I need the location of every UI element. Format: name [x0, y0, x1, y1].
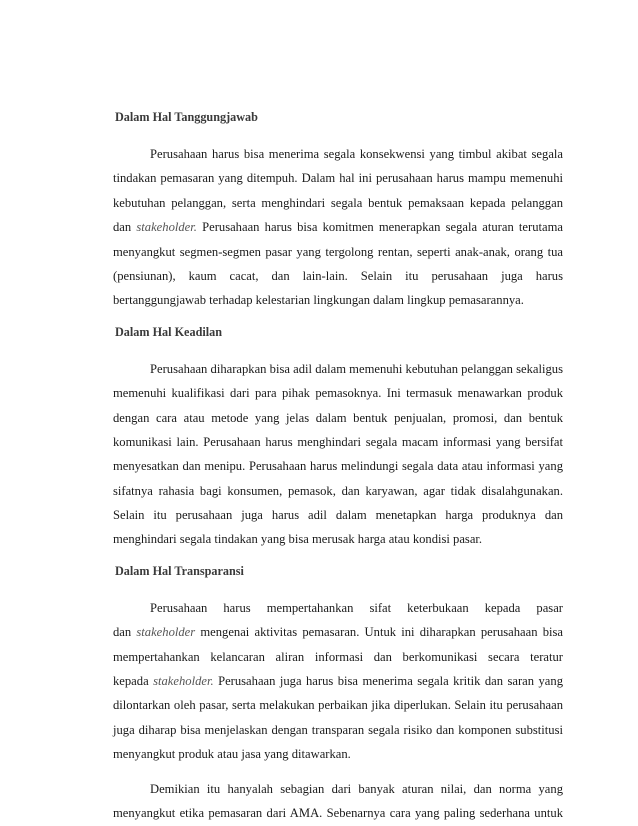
- italic-term: stakeholder.: [136, 220, 197, 235]
- text-line: Perusahaan harus bisa menerima segala konsekwensi yang timbul akibat segala: [150, 147, 563, 161]
- text-line: menyangkut produk atau jasa yang ditawarkan.: [113, 747, 351, 762]
- italic-term: stakeholder.: [153, 674, 214, 689]
- text-line: Perusahaan diharapkan bisa adil dalam memenuhi kebutuhan pelanggan sekaligus: [150, 361, 563, 376]
- text-line: dilontarkan oleh pasar, serta melakukan perbaikan jika diperlukan. Selain itu perusahaan: [113, 698, 563, 713]
- text-line: menghindari segala tindakan yang bisa merusak harga atau kondisi pasar.: [113, 532, 483, 547]
- text-line: Selain itu perusahaan juga harus adil dalam menetapkan harga produknya dan: [113, 508, 563, 523]
- text-line: juga diharap bisa menjelaskan dengan transparan segala risiko dan komponen substitusi: [113, 722, 563, 737]
- italic-term: stakeholder: [136, 625, 196, 640]
- text-line: menyangkut etika pemasaran dari AMA. Sebenarnya cara yang paling sederhana untuk: [113, 805, 563, 820]
- text-line: [113, 669, 563, 693]
- paragraph-transparansi: [113, 596, 563, 767]
- paragraph-penutup: [113, 777, 563, 826]
- text-line: Demikian itu hanyalah sebagian dari banyak aturan nilai, dan norma yang: [150, 781, 563, 796]
- section-heading-tanggungjawab: Dalam Hal Tanggungjawab: [115, 110, 258, 124]
- text-fragment: Perusahaan juga harus bisa menerima segala kritik dan saran yang: [213, 674, 563, 689]
- text-fragment: dan: [113, 625, 137, 640]
- text-line: (pensiunan), kaum cacat, dan lain-lain. Selain itu perusahaan juga harus: [113, 268, 563, 283]
- text-line: menyesatkan dan menipu. Perusahaan harus melindungi segala data atau informasi yang: [113, 459, 563, 474]
- section-heading-keadilan: Dalam Hal Keadilan: [115, 324, 222, 339]
- text-line: bertanggungjawab terhadap kelestarian lingkungan dalam lingkup pemasarannya.: [113, 293, 524, 308]
- paragraph-tanggungjawab: [113, 142, 563, 313]
- text-line: menyangkut segmen-segmen pasar yang tergolong rentan, seperti anak-anak, orang tua: [113, 244, 563, 259]
- text-line: mempertahankan kelancaran aliran informasi dan berkomunikasi secara teratur: [113, 649, 563, 664]
- text-line: [113, 620, 563, 644]
- text-line: dengan cara atau metode yang jelas dalam bentuk penjualan, promosi, dan bentuk: [113, 410, 563, 425]
- text-line: [113, 215, 563, 239]
- text-fragment: kepada: [113, 674, 154, 689]
- section-heading-transparansi: Dalam Hal Transparansi: [115, 563, 244, 578]
- paragraph-keadilan: [113, 357, 563, 552]
- text-fragment: mengenai aktivitas pemasaran. Untuk ini diharapkan perusahaan bisa: [195, 625, 563, 640]
- text-line: Perusahaan harus mempertahankan sifat keterbukaan kepada pasar: [150, 600, 563, 615]
- text-fragment: dan: [113, 220, 137, 235]
- text-line: kebutuhan pelanggan, serta menghindari segala bentuk pemaksaan kepada pelanggan: [113, 195, 563, 210]
- text-line: tindakan pemasaran yang ditempuh. Dalam hal ini perusahaan harus mampu memenuhi: [113, 171, 563, 186]
- text-line: komunikasi lain. Perusahaan harus menghindari segala macam informasi yang bersifat: [113, 434, 563, 449]
- text-fragment: Perusahaan harus bisa komitmen menerapkan segala aturan terutama: [196, 220, 563, 235]
- text-line: sifatnya rahasia bagi konsumen, pemasok, dan karyawan, agar tidak disalahgunakan.: [113, 483, 563, 498]
- document-page: [113, 108, 563, 825]
- text-line: memenuhi kualifikasi dari para pihak pemasoknya. Ini termasuk menawarkan produk: [113, 386, 563, 401]
